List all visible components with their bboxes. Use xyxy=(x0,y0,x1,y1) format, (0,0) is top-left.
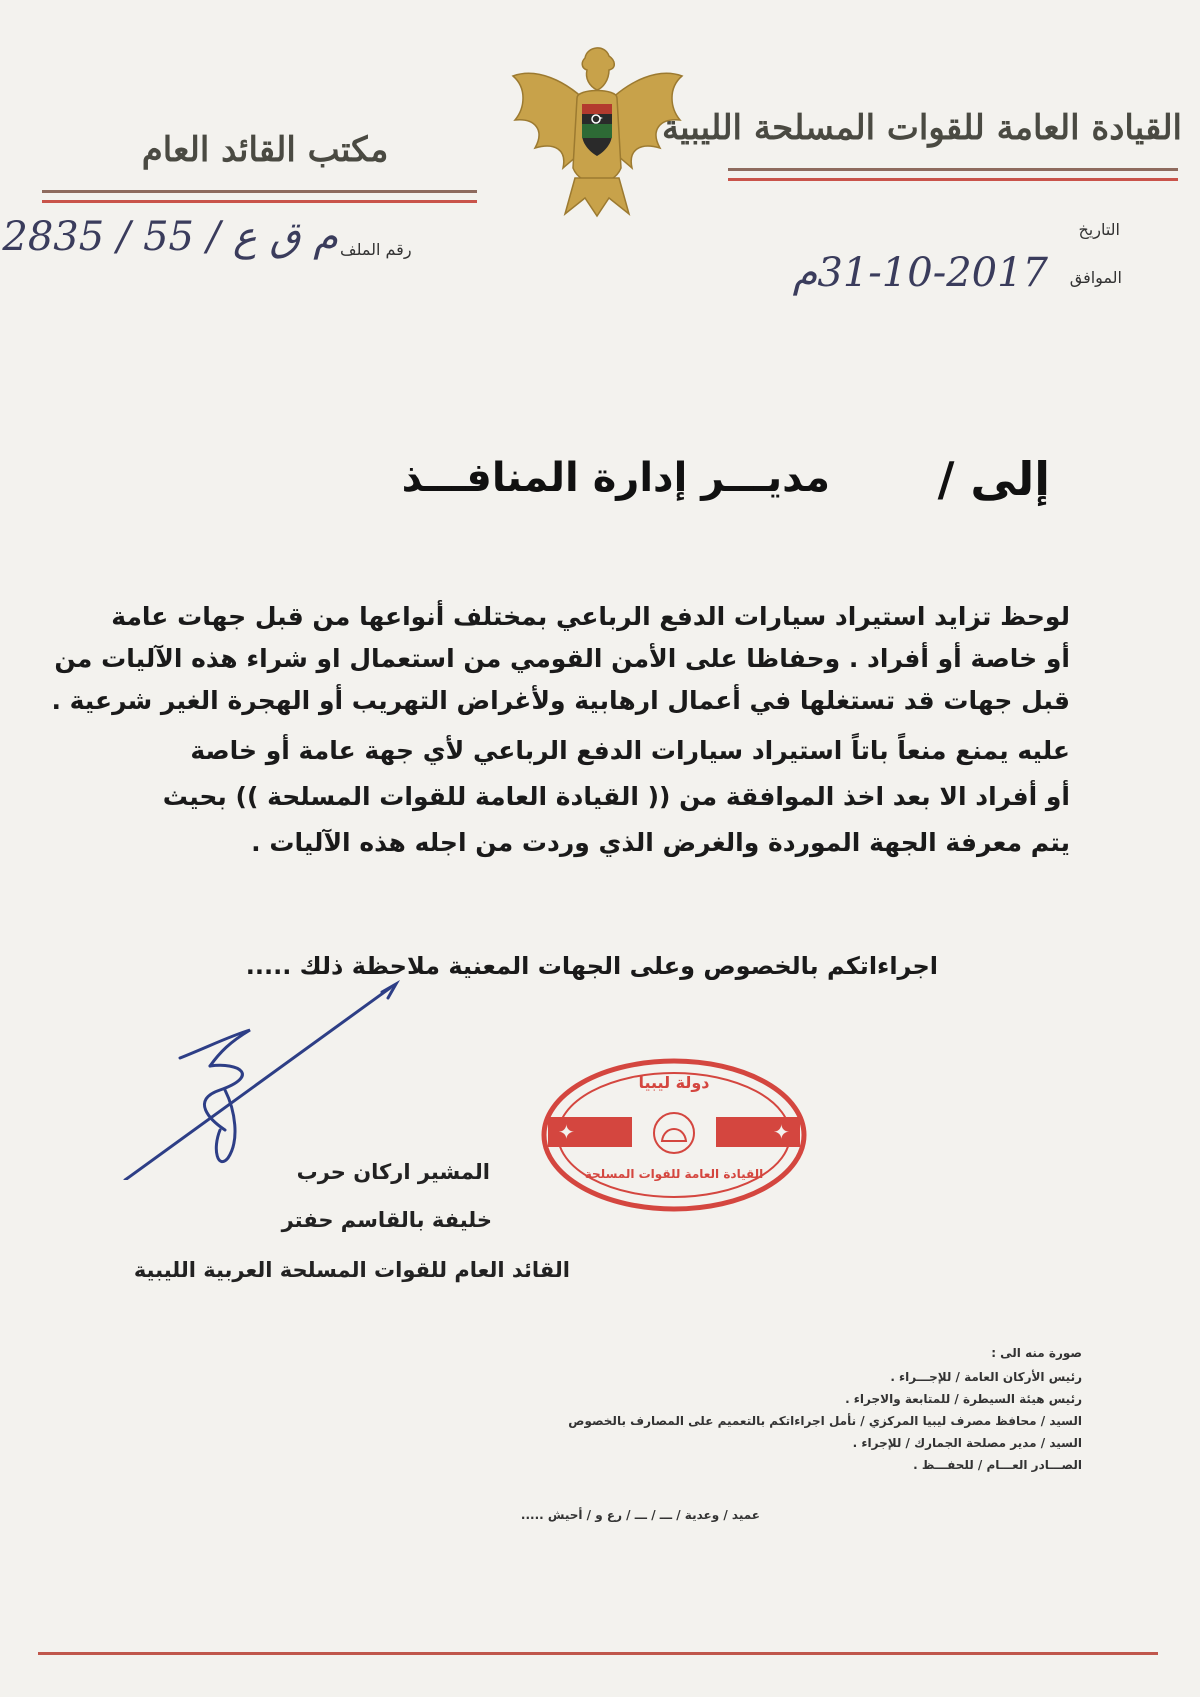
header-right-rule-top xyxy=(728,168,1178,171)
body-line: أو خاصة أو أفراد . وحفاظا على الأمن القومي من استعمال او شراء هذه الآليات من xyxy=(54,644,1070,673)
header-right-title: القيادة العامة للقوات المسلحة الليبية xyxy=(661,108,1182,148)
header-left-rule-bottom xyxy=(42,200,477,203)
signatory-title: القائد العام للقوات المسلحة العربية الليبية xyxy=(133,1258,570,1282)
copies-item: السيد / محافظ مصرف ليبيا المركزي / نأمل اجراءاتكم بالتعميم على المصارف بالخصوص xyxy=(568,1414,1082,1428)
body-line: أو أفراد الا بعد اخذ الموافقة من (( القيادة العامة للقوات المسلحة )) بحيث xyxy=(162,782,1070,811)
copies-list xyxy=(562,1346,1082,1480)
copies-item: الصـــادر العـــام / للحفـــظ . xyxy=(913,1458,1082,1472)
header-left-rule-top xyxy=(42,190,477,193)
copies-heading: صورة منه الى : xyxy=(991,1346,1082,1360)
stamp-bottom-text: القيادة العامة للقوات المسلحة xyxy=(584,1167,764,1181)
copies-footer: عميد / وعدية / ـــ / ـــ / رع و / أحيش ..... xyxy=(520,1508,760,1522)
footer-rule xyxy=(38,1652,1158,1655)
copies-item: رئيس هيئة السيطرة / للمتابعة والاجراء . xyxy=(845,1392,1082,1406)
libya-eagle-emblem xyxy=(505,38,690,218)
handwritten-signature xyxy=(110,980,400,1180)
official-stamp xyxy=(538,1055,810,1215)
corresponding-label: الموافق xyxy=(1069,268,1122,287)
stamp-top-text: دولة ليبيا xyxy=(638,1073,710,1092)
date-value: 31-10-2017م xyxy=(792,250,1048,296)
closing-line: اجراءاتكم بالخصوص وعلى الجهات المعنية ملاحظة ذلك ..... xyxy=(245,952,938,980)
file-number-value: م ق ع / 55 / 2835 xyxy=(2,214,338,260)
copies-item: رئيس الأركان العامة / للإجـــراء . xyxy=(890,1370,1082,1384)
body-line: لوحظ تزايد استيراد سيارات الدفع الرباعي بمختلف أنواعها من قبل جهات عامة xyxy=(111,602,1070,631)
svg-text:✦: ✦ xyxy=(558,1120,575,1144)
body-line: يتم معرفة الجهة الموردة والغرض الذي وردت من اجله هذه الآليات . xyxy=(251,828,1070,857)
copies-item: السيد / مدير مصلحة الجمارك / للإجراء . xyxy=(852,1436,1082,1450)
signatory-rank: المشير اركان حرب xyxy=(296,1160,490,1184)
header-left-title: مكتب القائد العام xyxy=(141,130,389,170)
body-line: قبل جهات قد تستغلها في أعمال ارهابية ولأغراض التهريب أو الهجرة الغير شرعية . xyxy=(51,686,1070,715)
header-right-rule-bottom xyxy=(728,178,1178,181)
recipient-name: مديـــر إدارة المنافـــذ xyxy=(401,455,830,501)
signatory-name: خليفة بالقاسم حفتر xyxy=(281,1208,492,1232)
letter-body xyxy=(51,602,1070,870)
svg-text:✦: ✦ xyxy=(773,1120,790,1144)
to-label: إلى / xyxy=(937,452,1050,506)
file-number-label: رقم الملف xyxy=(340,240,412,259)
date-label: التاريخ xyxy=(1078,220,1120,239)
body-line: عليه يمنع منعاً باتاً استيراد سيارات الدفع الرباعي لأي جهة عامة أو خاصة xyxy=(190,736,1070,765)
